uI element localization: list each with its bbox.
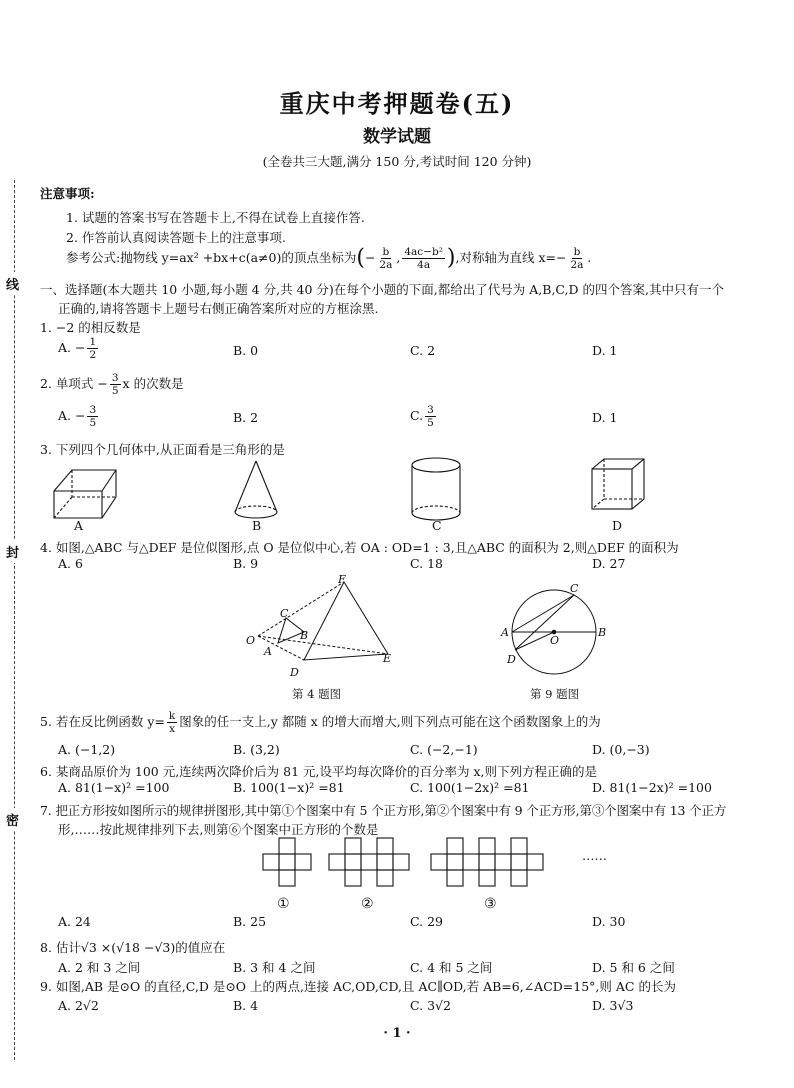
q2-option-b: B. 2 <box>233 410 259 425</box>
q5-option-b: B. (3,2) <box>233 742 280 757</box>
q5-option-a: A. (−1,2) <box>58 742 116 757</box>
q7-option-d: D. 30 <box>592 914 626 929</box>
q8-option-b: B. 3 和 4 之间 <box>233 960 316 975</box>
paper-subtitle: 数学试题 <box>363 127 431 147</box>
svg-text:A: A <box>501 626 509 639</box>
q3-label-c: C <box>432 518 442 533</box>
q2-option-a: A. − $\frac{3}{5}$ <box>58 404 97 429</box>
q6-option-a: A. 81(1−x)² =100 <box>58 780 170 795</box>
q6-stem: 6. 某商品原价为 100 元,连续两次降价后为 81 元,设平均每次降价的百分率为 x,则下列方程正确的是 <box>40 764 598 779</box>
q8-option-a: A. 2 和 3 之间 <box>58 960 141 975</box>
q1-option-b: B. 0 <box>233 343 259 358</box>
q6-option-b: B. 100(1−x)² =81 <box>233 780 345 795</box>
q2-stem: 2. 单项式 − $\frac{3}{5}$ x 的次数是 <box>40 372 184 397</box>
q5-option-d: D. (0,−3) <box>592 742 650 757</box>
q8-option-c: C. 4 和 5 之间 <box>410 960 493 975</box>
q3-label-d: D <box>612 518 623 533</box>
q4-option-c: C. 18 <box>410 556 443 571</box>
q7-option-a: A. 24 <box>58 914 91 929</box>
q4-option-d: D. 27 <box>592 556 626 571</box>
formula-mid: ,对称轴为直线 x=− <box>455 250 567 265</box>
note-2: 2. 作答前认真阅读答题卡上的注意事项. <box>66 230 286 245</box>
q3-label-a: A <box>74 518 84 533</box>
q9-option-b: B. 4 <box>233 998 259 1013</box>
q6-option-c: C. 100(1−2x)² =81 <box>410 780 530 795</box>
figure-4-similar-triangles <box>240 572 410 682</box>
svg-text:C: C <box>570 582 579 595</box>
q4-option-a: A. 6 <box>58 556 83 571</box>
q1-option-d: D. 1 <box>592 343 618 358</box>
triangular-prism-icon <box>54 470 116 518</box>
svg-text:B: B <box>598 626 607 639</box>
formula-frac-axis: $\frac{b}{2a}$ <box>570 246 584 271</box>
figure-9-circle <box>498 580 618 680</box>
pattern-3-figure <box>431 838 543 886</box>
q9-option-d: D. 3√3 <box>592 998 634 1013</box>
q7-option-b: B. 25 <box>233 914 267 929</box>
q3-label-b: B <box>252 518 262 533</box>
svg-text:B: B <box>300 629 309 642</box>
paper-title: 重庆中考押题卷(五) <box>279 89 515 118</box>
q1-option-a: A. − $\frac{1}{2}$ <box>58 336 97 361</box>
q7-stem-2: 形,……按此规律排列下去,则第⑥个图案中正方形的个数是 <box>58 822 379 837</box>
q1-option-c: C. 2 <box>410 343 436 358</box>
svg-text:F: F <box>338 573 346 586</box>
formula-line: 参考公式:抛物线 y=ax² +bx+c(a≠0)的顶点坐标为(− $\frac{b}{2a}$ , $\frac{\text{4ac−b²}}{4a}$ ),对称轴为直线 x=− $\frac{b}{2a}$ . <box>66 245 592 271</box>
q8-stem: 8. 估计√3 ×(√18 −√3)的值应在 <box>40 940 226 955</box>
formula-prefix: 参考公式:抛物线 y=ax² +bx+c(a≠0)的顶点坐标为 <box>66 250 357 265</box>
svg-text:D: D <box>507 653 516 666</box>
q7-label-1: ① <box>277 896 290 912</box>
binding-char-secret: 密 <box>6 808 19 831</box>
pattern-1-figure <box>263 838 311 886</box>
cylinder-icon <box>412 458 460 520</box>
q7-square-patterns <box>255 836 555 900</box>
svg-text:O: O <box>550 634 560 647</box>
q7-label-2: ② <box>361 896 374 912</box>
formula-frac-vertex-y: $\frac{\text{4ac−b²}}{4a}$ <box>404 246 443 271</box>
q4-stem: 4. 如图,△ABC 与△DEF 是位似图形,点 O 是位似中心,若 OA : OD=1 : 3,且△ABC 的面积为 2,则△DEF 的面积为 <box>40 540 679 555</box>
cone-icon <box>235 461 277 518</box>
svg-text:A: A <box>264 645 272 658</box>
svg-text:O: O <box>246 634 256 647</box>
binding-char-seal: 封 <box>6 540 19 563</box>
paper-info: (全卷共三大题,满分 150 分,考试时间 120 分钟) <box>262 154 532 169</box>
q7-label-3: ③ <box>484 896 497 912</box>
binding-char-line: 线 <box>6 272 19 295</box>
page-number: · 1 · <box>383 1026 411 1041</box>
q4-option-b: B. 9 <box>233 556 259 571</box>
q3-stem: 3. 下列四个几何体中,从正面看是三角形的是 <box>40 442 285 457</box>
figure-9-caption: 第 9 题图 <box>530 687 580 701</box>
svg-text:D: D <box>290 666 299 679</box>
cube-icon <box>592 459 644 509</box>
pattern-2-figure <box>329 838 409 886</box>
q9-option-a: A. 2√2 <box>58 998 99 1013</box>
svg-text:E: E <box>383 652 392 665</box>
binding-line <box>14 180 15 1060</box>
q2-option-d: D. 1 <box>592 410 618 425</box>
q8-option-d: D. 5 和 6 之间 <box>592 960 675 975</box>
q7-stem-1: 7. 把正方形按如图所示的规律拼图形,其中第①个图案中有 5 个正方形,第②个图案中有 9 个正方形,第③个图案中有 13 个正方 <box>40 803 727 818</box>
q7-option-c: C. 29 <box>410 914 443 929</box>
q9-stem: 9. 如图,AB 是⊙O 的直径,C,D 是⊙O 上的两点,连接 AC,OD,CD,且 AC∥OD,若 AB=6,∠ACD=15°,则 AC 的长为 <box>40 979 676 994</box>
section-intro-2: 正确的,请将答题卡上题号右侧正确答案所对应的方框涂黑. <box>58 301 379 316</box>
formula-frac-b2a: $\frac{b}{2a}$ <box>379 246 393 271</box>
svg-text:C: C <box>280 607 289 620</box>
q6-option-d: D. 81(1−2x)² =100 <box>592 780 712 795</box>
q9-option-c: C. 3√2 <box>410 998 451 1013</box>
q5-stem: 5. 若在反比例函数 y= $\frac{k}{x}$ 图象的任一支上,y 都随 x 的增大而增大,则下列点可能在这个函数图象上的为 <box>40 710 601 735</box>
q2-option-c: C. $\frac{3}{5}$ <box>410 404 434 429</box>
figure-4-caption: 第 4 题图 <box>292 687 342 701</box>
notes-heading: 注意事项: <box>40 186 95 201</box>
q5-option-c: C. (−2,−1) <box>410 742 478 757</box>
section-intro-1: 一、选择题(本大题共 10 小题,每小题 4 分,共 40 分)在每个小题的下面,都给出了代号为 A,B,C,D 的四个答案,其中只有一个 <box>40 282 724 297</box>
q1-stem: 1. −2 的相反数是 <box>40 320 141 335</box>
q7-ellipsis: …… <box>582 848 607 863</box>
note-1: 1. 试题的答案书写在答题卡上,不得在试卷上直接作答. <box>66 210 365 225</box>
q3-solids-figure <box>40 455 680 535</box>
